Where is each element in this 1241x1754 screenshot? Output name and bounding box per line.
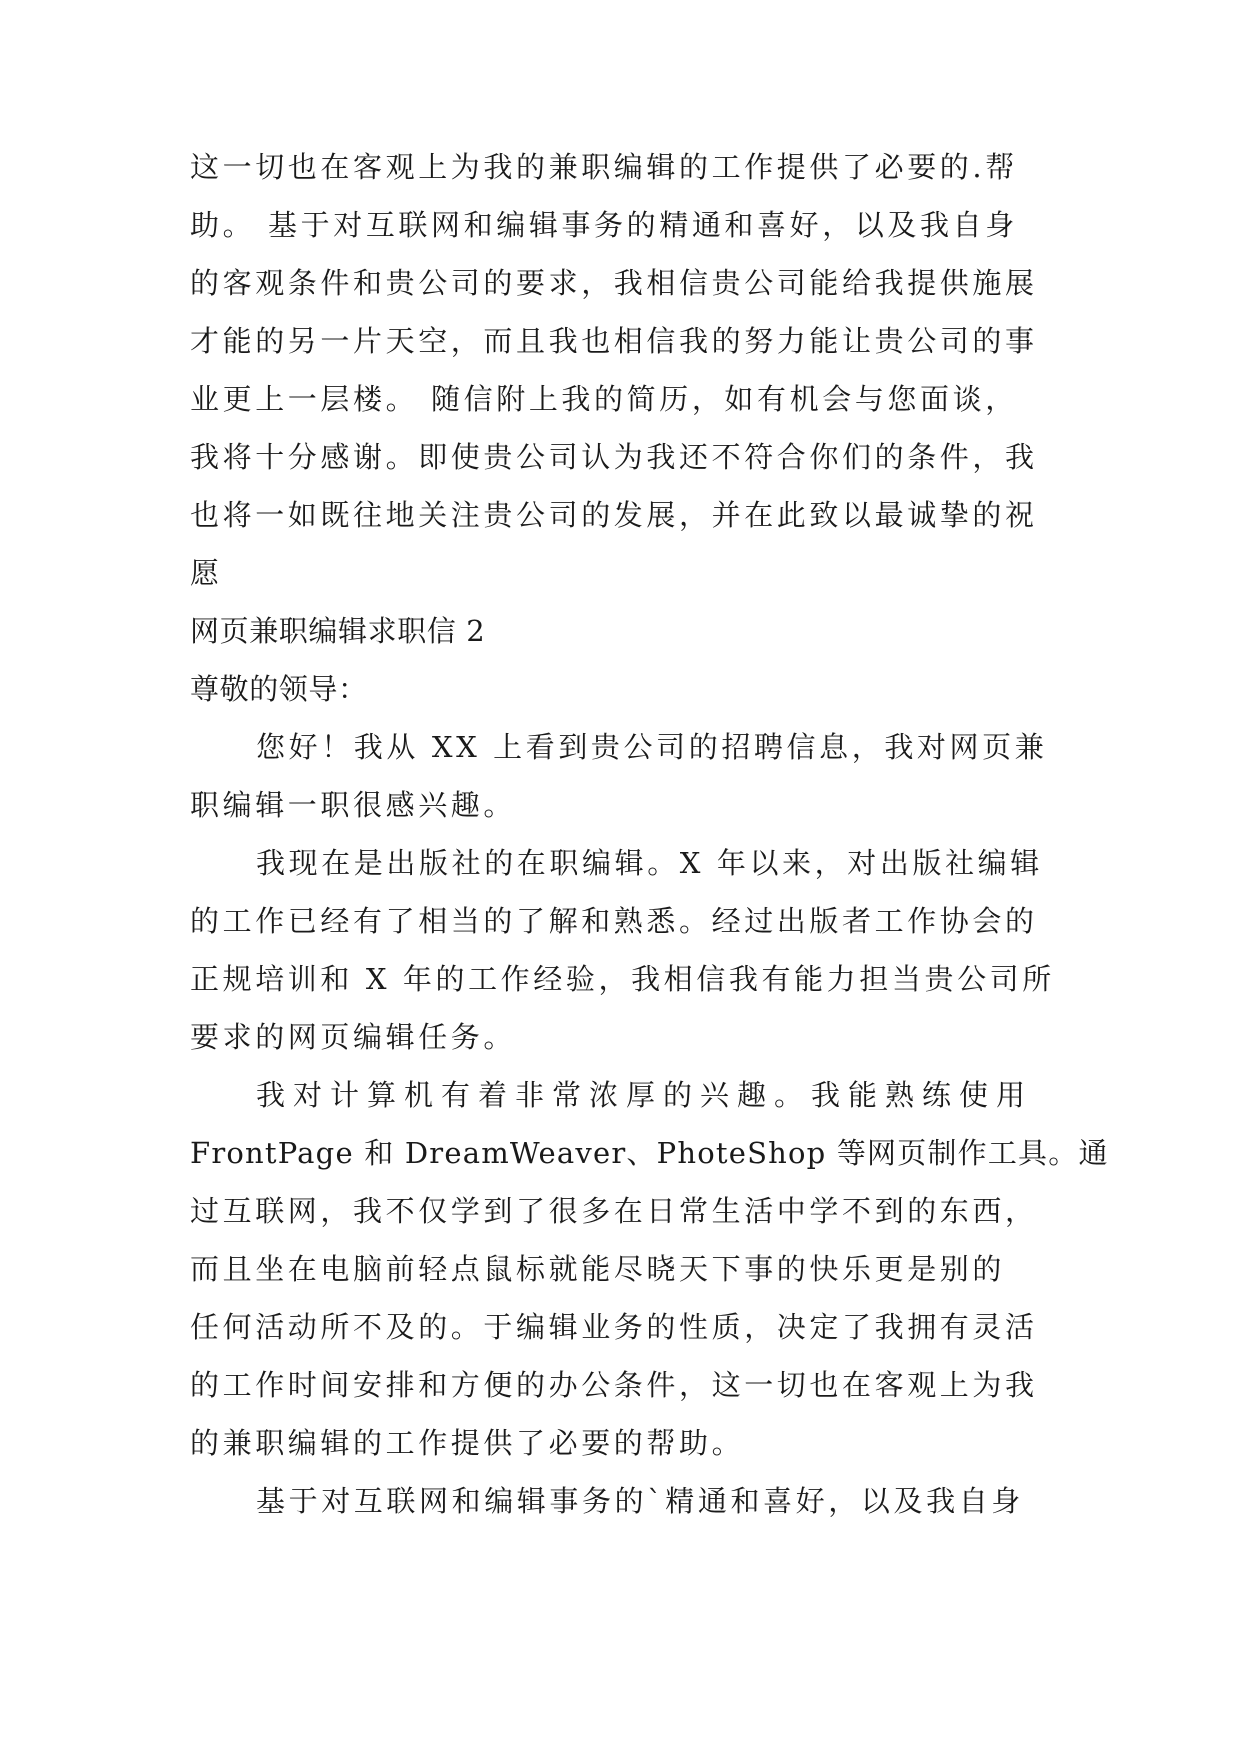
paragraph-line: 职编辑一职很感兴趣。: [190, 788, 517, 822]
paragraph-line: 业更上一层楼。 随信附上我的简历，如有机会与您面谈，: [190, 382, 1018, 416]
salutation: 尊敬的领导：: [190, 672, 368, 706]
paragraph-line: 助。 基于对互联网和编辑事务的精通和喜好，以及我自身: [190, 208, 1018, 242]
paragraph-line: 我现在是出版社的在职编辑。X 年以来，对出版社编辑: [256, 846, 1043, 880]
section-heading: 网页兼职编辑求职信 2: [190, 614, 486, 648]
paragraph-line: 的兼职编辑的工作提供了必要的帮助。: [190, 1426, 745, 1460]
paragraph-line: 任何活动所不及的。于编辑业务的性质，决定了我拥有灵活: [190, 1310, 1038, 1344]
paragraph-line: 过互联网，我不仅学到了很多在日常生活中学不到的东西，: [190, 1194, 1038, 1228]
paragraph-line: 的工作时间安排和方便的办公条件，这一切也在客观上为我: [190, 1368, 1038, 1402]
paragraph-line: 要求的网页编辑任务。: [190, 1020, 517, 1054]
paragraph-line: 才能的另一片天空，而且我也相信我的努力能让贵公司的事: [190, 324, 1038, 358]
paragraph-line: 我对计算机有着非常浓厚的兴趣。我能熟练使用: [256, 1078, 1034, 1112]
paragraph-line: 我将十分感谢。即使贵公司认为我还不符合你们的条件，我: [190, 440, 1038, 474]
paragraph-line: 基于对互联网和编辑事务的`精通和喜好，以及我自身: [256, 1484, 1024, 1518]
paragraph-line: 您好！我从 XX 上看到贵公司的招聘信息，我对网页兼: [256, 730, 1048, 764]
paragraph-line: 这一切也在客观上为我的兼职编辑的工作提供了必要的.帮: [190, 150, 1018, 184]
paragraph-line: 正规培训和 X 年的工作经验，我相信我有能力担当贵公司所: [190, 962, 1055, 996]
paragraph-line: 的工作已经有了相当的了解和熟悉。经过出版者工作协会的: [190, 904, 1038, 938]
paragraph-line: FrontPage 和 DreamWeaver、PhoteShop 等网页制作工具。通: [190, 1136, 1109, 1170]
paragraph-line: 愿: [190, 556, 223, 590]
paragraph-line: 的客观条件和贵公司的要求，我相信贵公司能给我提供施展: [190, 266, 1038, 300]
paragraph-line: 而且坐在电脑前轻点鼠标就能尽晓天下事的快乐更是别的: [190, 1252, 1006, 1286]
paragraph-line: 也将一如既往地关注贵公司的发展，并在此致以最诚挚的祝: [190, 498, 1038, 532]
